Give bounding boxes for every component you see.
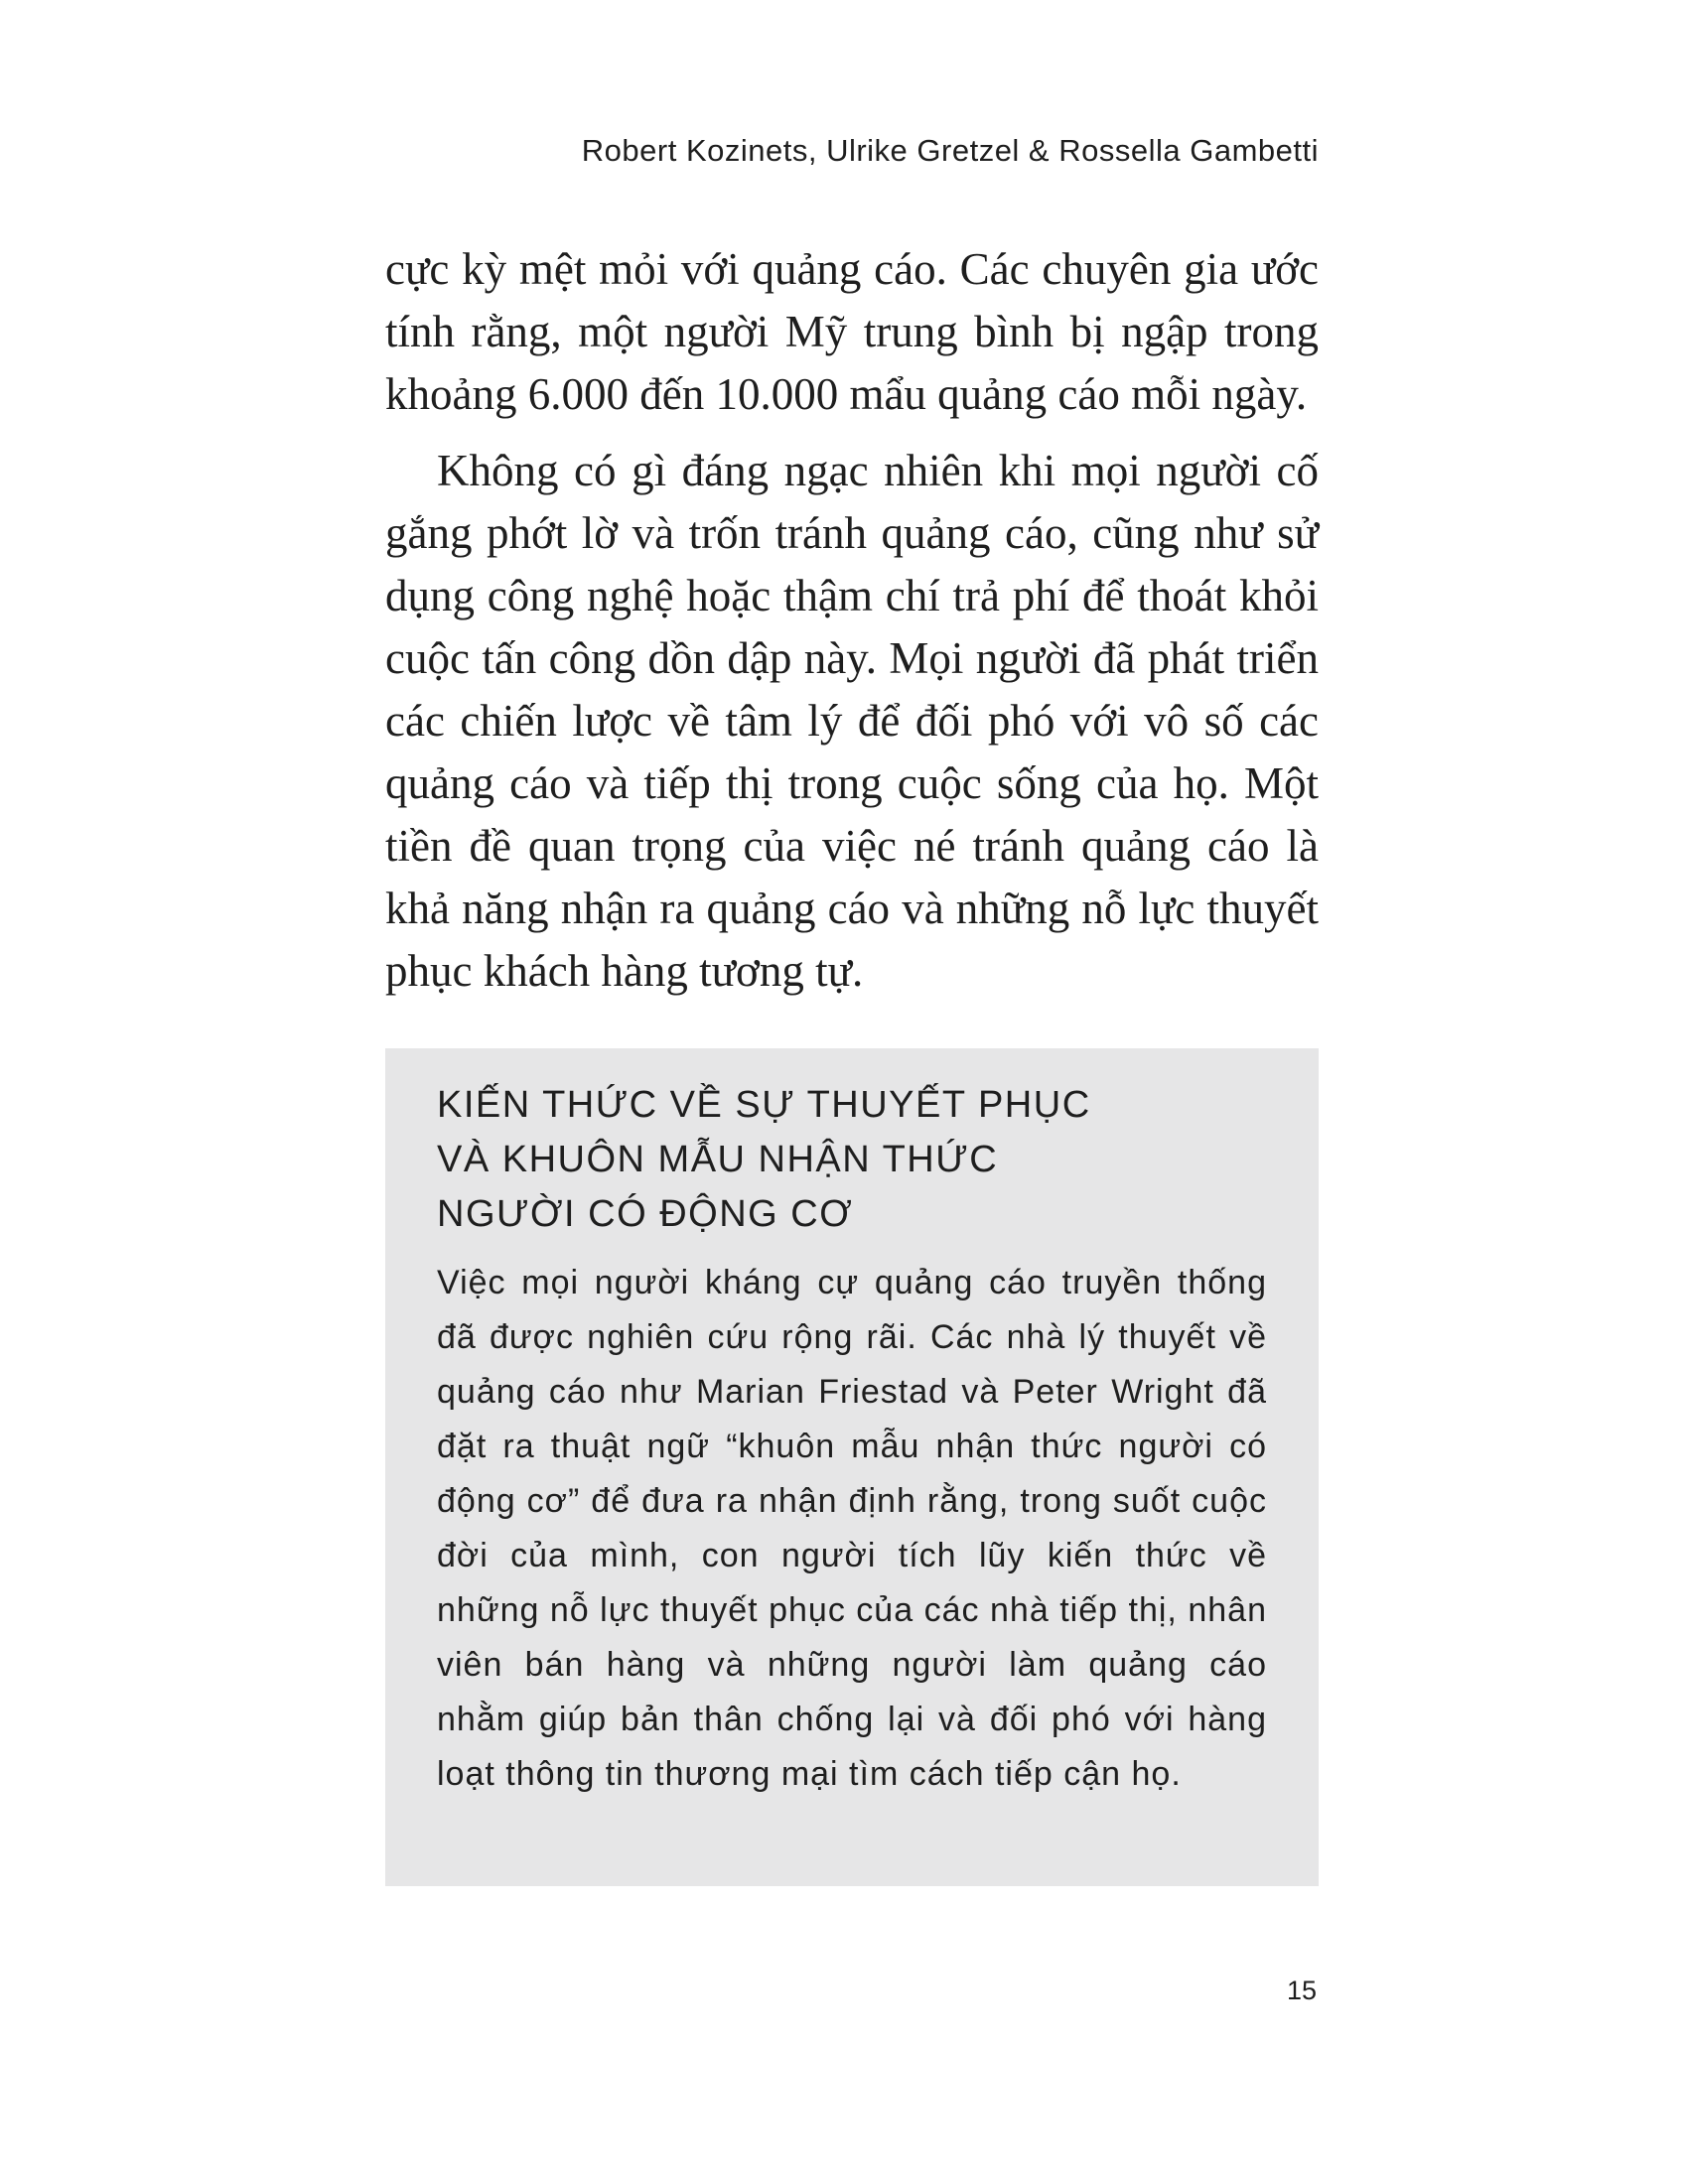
main-body-text [385,238,1319,1003]
page-number: 15 [1286,1976,1317,2005]
running-header-authors: Robert Kozinets, Ulrike Gretzel & Rossella Gambetti [581,133,1319,168]
sidebar-body-text: Việc mọi người kháng cự quảng cáo truyền thống đã được nghiên cứu rộng rãi. Các nhà lý thuyết về quảng cáo như Marian Friestad và Peter Wright đã đặt ra thuật ngữ “khuôn mẫu nhận thức người có động cơ” để đưa ra nhận định rằng, trong suốt cuộc đời của mình, con người tích lũy kiến thức về những nỗ lực thuyết phục của các nhà tiếp thị, nhân viên bán hàng và những người làm quảng cáo nhằm giúp bản thân chống lại và đối phó với hàng loạt thông tin thương mại tìm cách tiếp cận họ. [437,1264,1267,1793]
paragraph-2: Không có gì đáng ngạc nhiên khi mọi người cố gắng phớt lờ và trốn tránh quảng cáo, cũng như sử dụng công nghệ hoặc thậm chí trả phí để thoát khỏi cuộc tấn công dồn dập này. Mọi người đã phát triển các chiến lược về tâm lý để đối phó với vô số các quảng cáo và tiếp thị trong cuộc sống của họ. Một tiền đề quan trọng của việc né tránh quảng cáo là khả năng nhận ra quảng cáo và những nỗ lực thuyết phục khách hàng tương tự. [385,446,1319,996]
sidebar-title: KIẾN THỨC VỀ SỰ THUYẾT PHỤC VÀ KHUÔN MẪU NHẬN THỨC NGƯỜI CÓ ĐỘNG CƠ [437,1084,1091,1235]
sidebar-box [385,1048,1319,1886]
paragraph-1: cực kỳ mệt mỏi với quảng cáo. Các chuyên gia ước tính rằng, một người Mỹ trung bình bị ngập trong khoảng 6.000 đến 10.000 mẩu quảng cáo mỗi ngày. [385,244,1319,419]
